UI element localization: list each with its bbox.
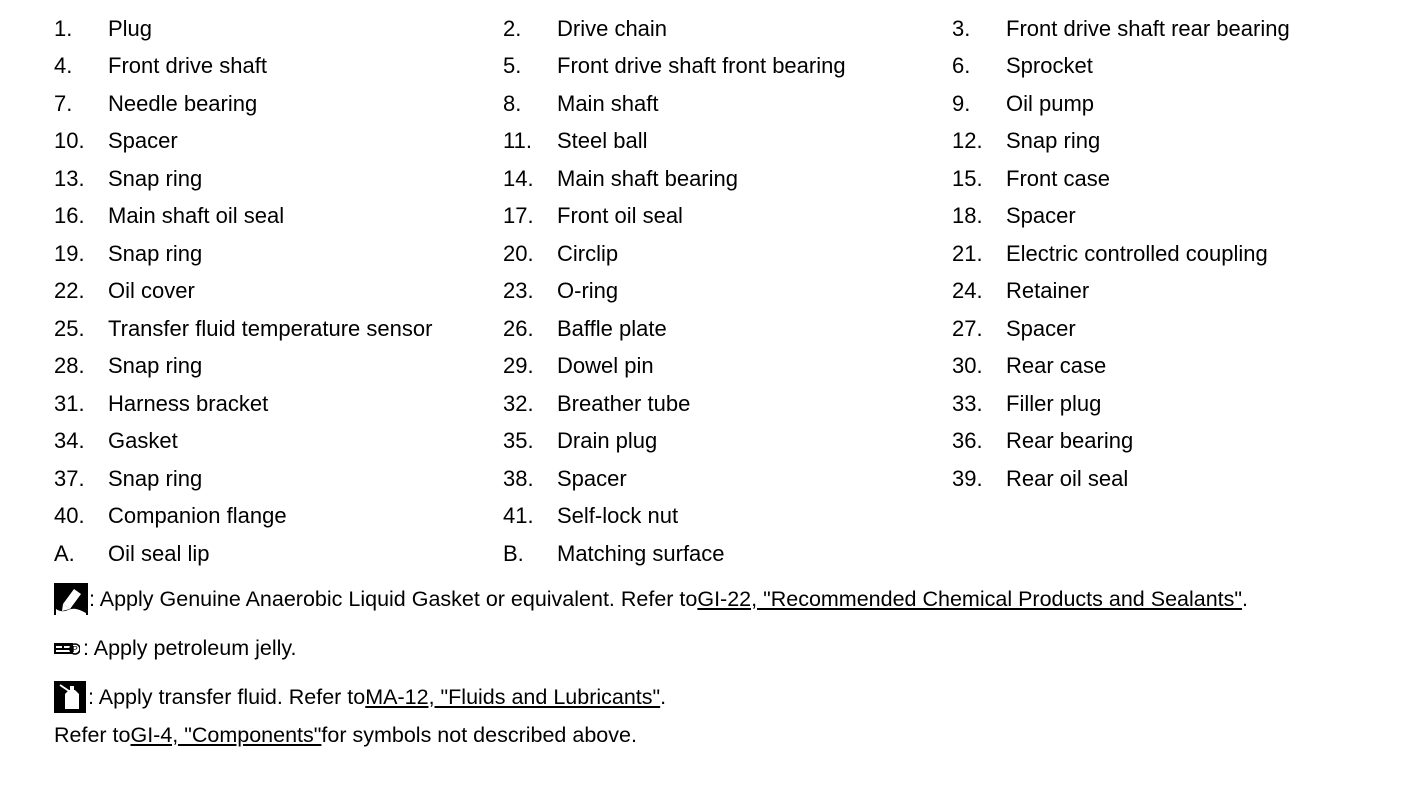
note-fluid-end: .	[660, 684, 667, 709]
legend-item-label: Snap ring	[108, 465, 203, 491]
legend-item-label: Breather tube	[557, 390, 691, 416]
legend-item	[503, 198, 952, 236]
legend-item-number: 36.	[952, 428, 983, 454]
note-refer-symbols	[54, 718, 1248, 752]
legend-item-number: 5.	[503, 53, 522, 79]
legend-item	[952, 123, 1372, 161]
legend-item-label: Drain plug	[557, 428, 658, 454]
note-petroleum-jelly	[54, 631, 1248, 665]
legend-item	[952, 385, 1372, 423]
legend-item-label: Front oil seal	[557, 203, 683, 229]
legend-item-label: Baffle plate	[557, 315, 667, 341]
legend-item-label: Snap ring	[108, 165, 203, 191]
legend-item-number: 11.	[503, 128, 532, 154]
legend-item	[503, 160, 952, 198]
legend-item	[952, 310, 1372, 348]
legend-item	[54, 198, 503, 236]
legend-item	[54, 123, 503, 161]
legend-item-number: 18.	[952, 203, 983, 229]
legend-item-label: Rear bearing	[1006, 428, 1134, 454]
legend-item-number: 35.	[503, 428, 534, 454]
note-liquid-gasket	[54, 582, 1248, 616]
legend-item-label: Rear case	[1006, 353, 1107, 379]
svg-text:P: P	[72, 645, 78, 654]
note-refer-end: for symbols not described above.	[321, 722, 637, 747]
legend-item-label: Drive chain	[557, 15, 668, 41]
legend-item	[54, 310, 503, 348]
legend-item-label: Self-lock nut	[557, 503, 679, 529]
legend-item	[54, 235, 503, 273]
legend-item-label: Transfer fluid temperature sensor	[108, 315, 433, 341]
legend-item-number: 1.	[54, 15, 73, 41]
legend-item-number: 29.	[503, 353, 534, 379]
legend-item-label: Retainer	[1006, 278, 1090, 304]
legend-item-number: 27.	[952, 315, 983, 341]
legend-item	[952, 348, 1372, 386]
parts-legend	[54, 10, 1384, 573]
note-gasket-end: .	[1242, 586, 1249, 611]
legend-item-label: Snap ring	[108, 353, 203, 379]
legend-item-number: 32.	[503, 390, 534, 416]
legend-item-number: B.	[503, 540, 524, 566]
note-fluid-text: : Apply transfer fluid. Refer to	[88, 684, 366, 709]
legend-item-number: 24.	[952, 278, 983, 304]
legend-item-label: Front drive shaft front bearing	[557, 53, 846, 79]
legend-item	[503, 535, 952, 573]
legend-item-number: 3.	[952, 15, 971, 41]
legend-item	[503, 423, 952, 461]
legend-item-number: 8.	[503, 90, 522, 116]
legend-item	[952, 235, 1372, 273]
liquid-gasket-icon	[54, 583, 88, 615]
legend-item-label: Matching surface	[557, 540, 725, 566]
legend-item-number: 2.	[503, 15, 522, 41]
legend-item	[503, 123, 952, 161]
legend-item-number: 37.	[54, 465, 85, 491]
legend-item	[503, 348, 952, 386]
transfer-fluid-icon	[54, 681, 86, 713]
legend-item-number: 30.	[952, 353, 983, 379]
legend-item	[952, 85, 1372, 123]
legend-item	[952, 498, 1372, 536]
legend-item-label: Snap ring	[1006, 128, 1101, 154]
legend-item-number: 16.	[54, 203, 85, 229]
legend-item	[503, 85, 952, 123]
legend-item-label: Spacer	[1006, 315, 1076, 341]
legend-item	[503, 460, 952, 498]
legend-item-number: 13.	[54, 165, 85, 191]
legend-item-label: Front drive shaft	[108, 53, 267, 79]
note-transfer-fluid	[54, 680, 1248, 714]
legend-item	[952, 423, 1372, 461]
legend-item-number: 25.	[54, 315, 85, 341]
legend-item-label: Harness bracket	[108, 390, 269, 416]
legend-item-label: Oil cover	[108, 278, 195, 304]
legend-item-label: Rear oil seal	[1006, 465, 1129, 491]
legend-item-label: Spacer	[108, 128, 178, 154]
link-ma-12[interactable]: MA-12, "Fluids and Lubricants"	[365, 684, 661, 709]
legend-item	[952, 160, 1372, 198]
legend-item-label: Filler plug	[1006, 390, 1102, 416]
legend-item-number: 19.	[54, 240, 85, 266]
legend-item	[54, 48, 503, 86]
legend-item	[952, 460, 1372, 498]
legend-item-number: 26.	[503, 315, 534, 341]
note-refer-text: Refer to	[54, 722, 131, 747]
legend-item	[952, 48, 1372, 86]
legend-item	[503, 48, 952, 86]
legend-item-number: 33.	[952, 390, 983, 416]
legend-item	[503, 273, 952, 311]
legend-item-number: 6.	[952, 53, 971, 79]
legend-item	[54, 460, 503, 498]
legend-item-label: Front drive shaft rear bearing	[1006, 15, 1290, 41]
legend-item-label: Spacer	[557, 465, 627, 491]
legend-item-label: Snap ring	[108, 240, 203, 266]
legend-item-label: Steel ball	[557, 128, 648, 154]
legend-item-label: Oil pump	[1006, 90, 1095, 116]
legend-item-number: 7.	[54, 90, 73, 116]
legend-item	[54, 160, 503, 198]
legend-item	[54, 385, 503, 423]
legend-item-number: 22.	[54, 278, 85, 304]
legend-item	[54, 348, 503, 386]
legend-item-number: 38.	[503, 465, 534, 491]
legend-item	[952, 198, 1372, 236]
legend-item-number: 14.	[503, 165, 534, 191]
legend-item-label: Dowel pin	[557, 353, 654, 379]
legend-item	[54, 498, 503, 536]
legend-item-label: Electric controlled coupling	[1006, 240, 1268, 266]
legend-item-label: Companion flange	[108, 503, 287, 529]
legend-item-number: A.	[54, 540, 75, 566]
legend-item-number: 40.	[54, 503, 85, 529]
symbol-notes	[54, 582, 1248, 767]
legend-item	[503, 10, 952, 48]
legend-item	[503, 235, 952, 273]
legend-item-label: Oil seal lip	[108, 540, 210, 566]
legend-item	[54, 273, 503, 311]
legend-item-number: 17.	[503, 203, 534, 229]
legend-item-label: Spacer	[1006, 203, 1076, 229]
legend-item-number: 10.	[54, 128, 85, 154]
link-gi-22[interactable]: GI-22, "Recommended Chemical Products and Sealants"	[697, 586, 1243, 611]
legend-item-label: Main shaft oil seal	[108, 203, 285, 229]
note-jelly-text: : Apply petroleum jelly.	[83, 635, 297, 660]
legend-item-number: 31.	[54, 390, 85, 416]
legend-item-label: Main shaft	[557, 90, 659, 116]
link-gi-4[interactable]: GI-4, "Components"	[130, 722, 322, 747]
legend-item	[503, 385, 952, 423]
legend-item-number: 12.	[952, 128, 983, 154]
legend-item-number: 20.	[503, 240, 534, 266]
legend-item	[54, 423, 503, 461]
legend-item-label: Plug	[108, 15, 153, 41]
legend-item-number: 15.	[952, 165, 983, 191]
legend-item-number: 39.	[952, 465, 983, 491]
note-gasket-text: : Apply Genuine Anaerobic Liquid Gasket or equivalent. Refer to	[89, 586, 698, 611]
legend-item	[503, 498, 952, 536]
petroleum-jelly-icon	[54, 639, 80, 657]
legend-item-label: Gasket	[108, 428, 178, 454]
legend-item-number: 34.	[54, 428, 85, 454]
legend-item	[952, 10, 1372, 48]
legend-item-number: 9.	[952, 90, 971, 116]
legend-item-label: Front case	[1006, 165, 1110, 191]
legend-item-label: Main shaft bearing	[557, 165, 738, 191]
legend-item	[54, 535, 503, 573]
legend-item-label: O-ring	[557, 278, 619, 304]
legend-item-number: 23.	[503, 278, 534, 304]
legend-item-label: Circlip	[557, 240, 619, 266]
legend-item	[54, 85, 503, 123]
legend-item-label: Sprocket	[1006, 53, 1093, 79]
legend-item	[503, 310, 952, 348]
legend-item-number: 28.	[54, 353, 85, 379]
legend-item	[952, 273, 1372, 311]
legend-item	[54, 10, 503, 48]
legend-item-number: 4.	[54, 53, 73, 79]
legend-item-number: 41.	[503, 503, 534, 529]
legend-item-number: 21.	[952, 240, 983, 266]
legend-item	[952, 535, 1372, 573]
legend-item-label: Needle bearing	[108, 90, 258, 116]
